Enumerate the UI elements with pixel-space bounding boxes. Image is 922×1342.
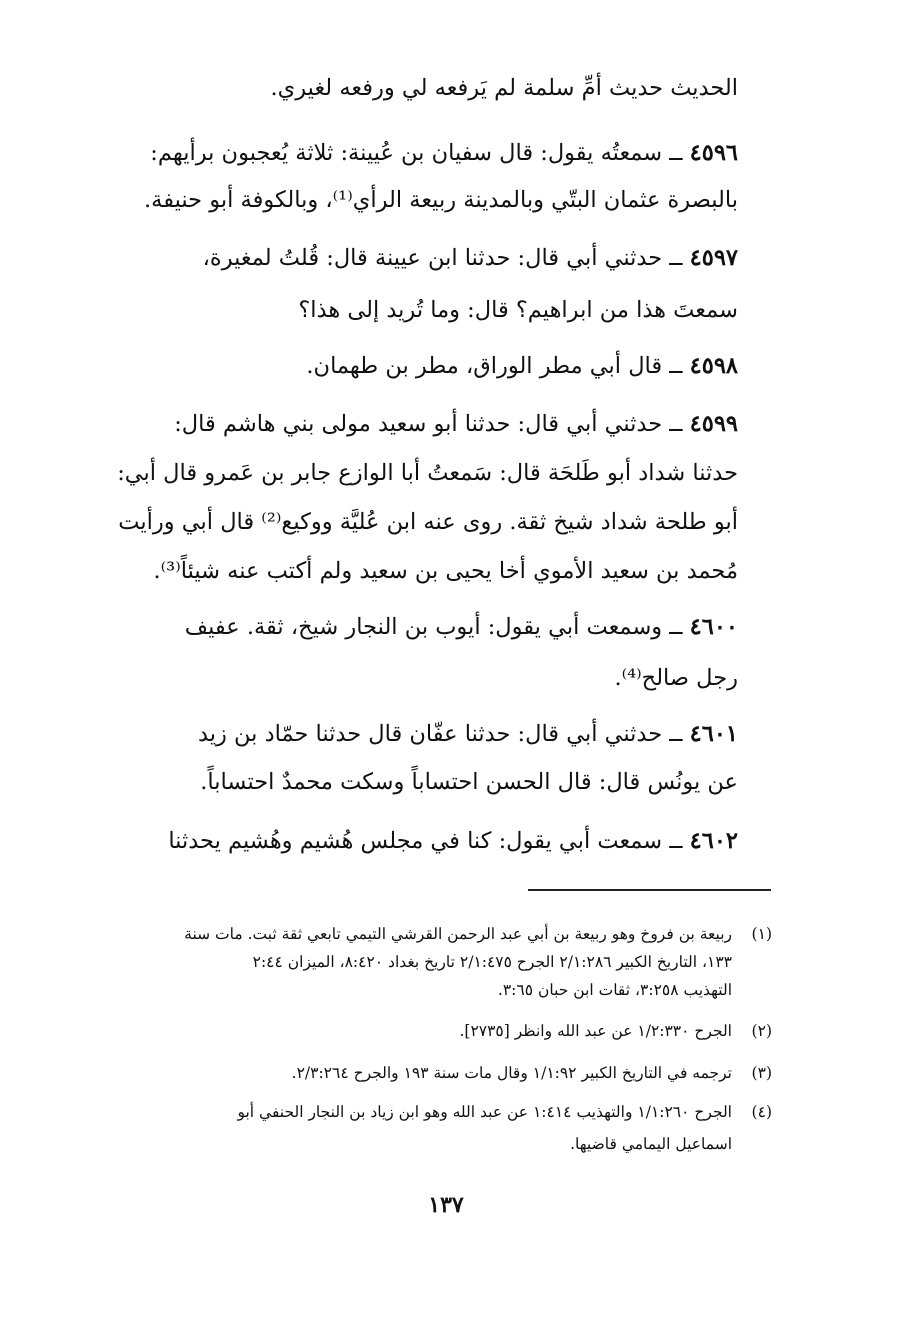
text-line: ــ حدثني أبي قال: حدثنا عفّان قال حدثنا حمّاد بن زيد	[197, 721, 683, 747]
paragraph-number: ٤٥٩٨	[689, 353, 738, 379]
footnote-text: ترجمه في التاريخ الكبير ١/١:٩٢ وقال مات سنة ١٩٣ والجرح ٢/٣:٢٦٤.	[291, 1064, 732, 1082]
paragraph-number: ٤٥٩٩	[689, 411, 738, 437]
footnote-text: اسماعيل اليمامي قاضيها.	[570, 1135, 732, 1153]
paragraph-4598	[98, 346, 738, 386]
page-number: ١٣٧	[428, 1192, 464, 1218]
footnote-1	[118, 920, 772, 948]
footnote-text: التهذيب ٣:٢٥٨، ثقات ابن حبان ٣:٦٥.	[497, 981, 732, 999]
paragraph-4602	[98, 821, 738, 861]
text-line: سمعتَ هذا من ابراهيم؟ قال: وما تُريد إلى هذا؟	[298, 297, 738, 323]
footnote-marker: (١)	[751, 925, 772, 943]
paragraph-number: ٤٦٠٢	[689, 828, 738, 854]
footnote-text: الجرح ١/١:٢٦٠ والتهذيب ١:٤١٤ عن عبد الله وهو ابن زياد بن النجار الحنفي أبو	[237, 1103, 732, 1121]
footnote-marker: (٤)	[751, 1103, 772, 1121]
paragraph-4599	[98, 404, 738, 444]
paragraph-4600	[98, 607, 738, 647]
footnote-marker: (٢)	[751, 1022, 772, 1040]
text-line: ــ وسمعت أبي يقول: أيوب بن النجار شيخ، ثقة. عفيف	[184, 614, 683, 640]
text-line: ــ حدثني أبي قال: حدثنا ابن عيينة قال: قُلتُ لمغيرة،	[202, 245, 683, 271]
text-line: ــ سمعتُه يقول: قال سفيان بن عُيينة: ثلاثة يُعجبون برأيهم:	[150, 140, 683, 166]
footnote-separator	[528, 889, 771, 891]
footnote-2	[118, 1017, 772, 1045]
text-line: بالبصرة عثمان البتّي وبالمدينة ربيعة الرأي⁽¹⁾، وبالكوفة أبو حنيفة.	[143, 187, 738, 213]
text-line: رجل صالح⁽⁴⁾.	[614, 665, 738, 691]
paragraph-4597	[98, 238, 738, 278]
footnote-3	[118, 1059, 772, 1087]
footnote-text: ١٣٣، التاريخ الكبير ٢/١:٢٨٦ الجرح ٢/١:٤٧٥ تاريخ بغداد ٨:٤٢٠، الميزان ٢:٤٤	[252, 953, 732, 971]
footnote-marker: (٣)	[751, 1064, 772, 1082]
text-line: حدثنا شداد أبو طَلحَة قال: سَمعتُ أبا الوازع جابر بن عَمرو قال أبي:	[117, 460, 738, 486]
text-line: مُحمد بن سعيد الأموي أخا يحيى بن سعيد ولم أكتب عنه شيئاً⁽³⁾.	[153, 558, 738, 584]
text-line: ــ سمعت أبي يقول: كنا في مجلس هُشيم وهُشيم يحدثنا	[168, 828, 683, 854]
text-line: ــ حدثني أبي قال: حدثنا أبو سعيد مولى بني هاشم قال:	[174, 411, 683, 437]
paragraph-4596	[98, 133, 738, 173]
text-line: عن يونُس قال: قال الحسن احتساباً وسكت محمدٌ احتساباً.	[200, 769, 738, 795]
footnote-text: الجرح ١/٢:٣٣٠ عن عبد الله وانظر [٢٧٣٥].	[459, 1022, 732, 1040]
text-line: أبو طلحة شداد شيخ ثقة. روى عنه ابن عُليَّة ووكيع⁽²⁾ قال أبي ورأيت	[118, 509, 738, 535]
footnote-4	[118, 1098, 772, 1126]
paragraph-4601	[98, 714, 738, 754]
paragraph-number: ٤٦٠٠	[689, 614, 738, 640]
footnote-text: ربيعة بن فروخ وهو ربيعة بن أبي عبد الرحمن القرشي التيمي تابعي ثقة ثبت. مات سنة	[184, 925, 732, 943]
paragraph-number: ٤٦٠١	[689, 721, 738, 747]
paragraph-number: ٤٥٩٧	[689, 245, 738, 271]
paragraph-number: ٤٥٩٦	[689, 140, 738, 166]
text-line: الحديث حديث أمِّ سلمة لم يَرفعه لي ورفعه لغيري.	[270, 75, 738, 101]
text-line: ــ قال أبي مطر الوراق، مطر بن طهمان.	[306, 353, 683, 379]
